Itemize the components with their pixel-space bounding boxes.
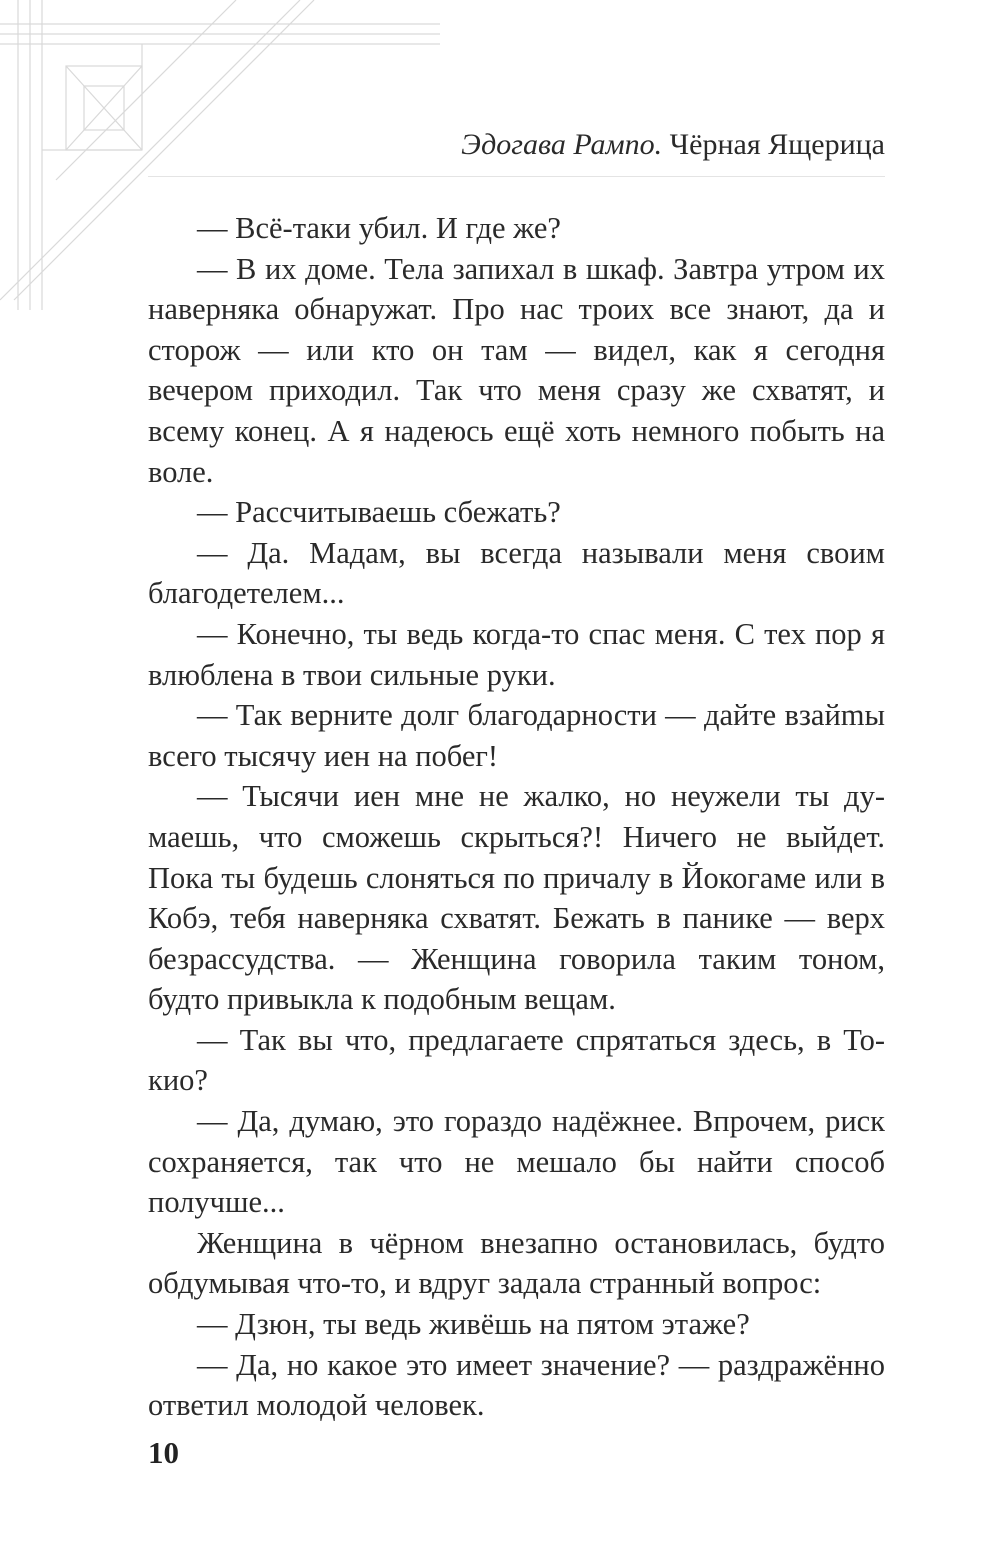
- paragraph: — Да, думаю, это гораздо надёжнее. Впрочем, риск сохраняется, так что не мешало бы найти способ получше...: [148, 1104, 885, 1220]
- paragraph: — Да. Мадам, вы всегда называли меня своим благодетелем...: [148, 535, 885, 611]
- running-head-author: Эдогава Рампо.: [461, 128, 663, 161]
- paragraph: — Конечно, ты ведь когда-то спас меня. С тех пор я влюблена в твои сильные руки.: [148, 616, 885, 692]
- paragraph: — Так вы что, предлагаете спрятаться здесь, в Токио?: [148, 1022, 885, 1098]
- running-head-title: Чёрная Ящерица: [669, 128, 885, 161]
- paragraph: — В их доме. Тела запихал в шкаф. Завтра утром их наверняка обнаружат. Про нас троих все знают, да и сторож — или кто он там — видел, как я сегодня вечером приходил. Так что меня сразу же схватят, и всему конец. А я надеюсь ещё хоть немного побыть на воле.: [148, 251, 885, 489]
- page-number: 10: [148, 1435, 179, 1470]
- paragraph: — Тысячи иен мне не жалко, но неужели ты думаешь, что сможешь скрыться?! Ничего не выйдет. Пока ты будешь слоняться по причалу в Йокогаме или в Кобэ, тебя наверняка схватят. Бежать в панике — верх безрассудства. — Женщина говорила таким тоном, будто привыкла к подобным вещам.: [148, 779, 885, 1017]
- paragraph: — Всё-таки убил. И где же?: [197, 211, 561, 245]
- paragraph: — Да, но какое это имеет значение? — раздражённо ответил молодой человек.: [148, 1347, 885, 1423]
- paragraph: — Рассчитываешь сбежать?: [197, 495, 561, 530]
- paragraph: Женщина в чёрном внезапно остановилась, будто обдумывая что-то, и вдруг задала странный вопрос:: [148, 1225, 885, 1301]
- body-text: [148, 208, 885, 1426]
- paragraph: — Так верните долг благодарности — дайте взайmы всего тысячу иен на побег!: [148, 698, 885, 773]
- paragraph: — Дзюн, ты ведь живёшь на пятом этаже?: [197, 1307, 750, 1342]
- header-divider: [148, 176, 885, 177]
- running-head: [461, 128, 885, 162]
